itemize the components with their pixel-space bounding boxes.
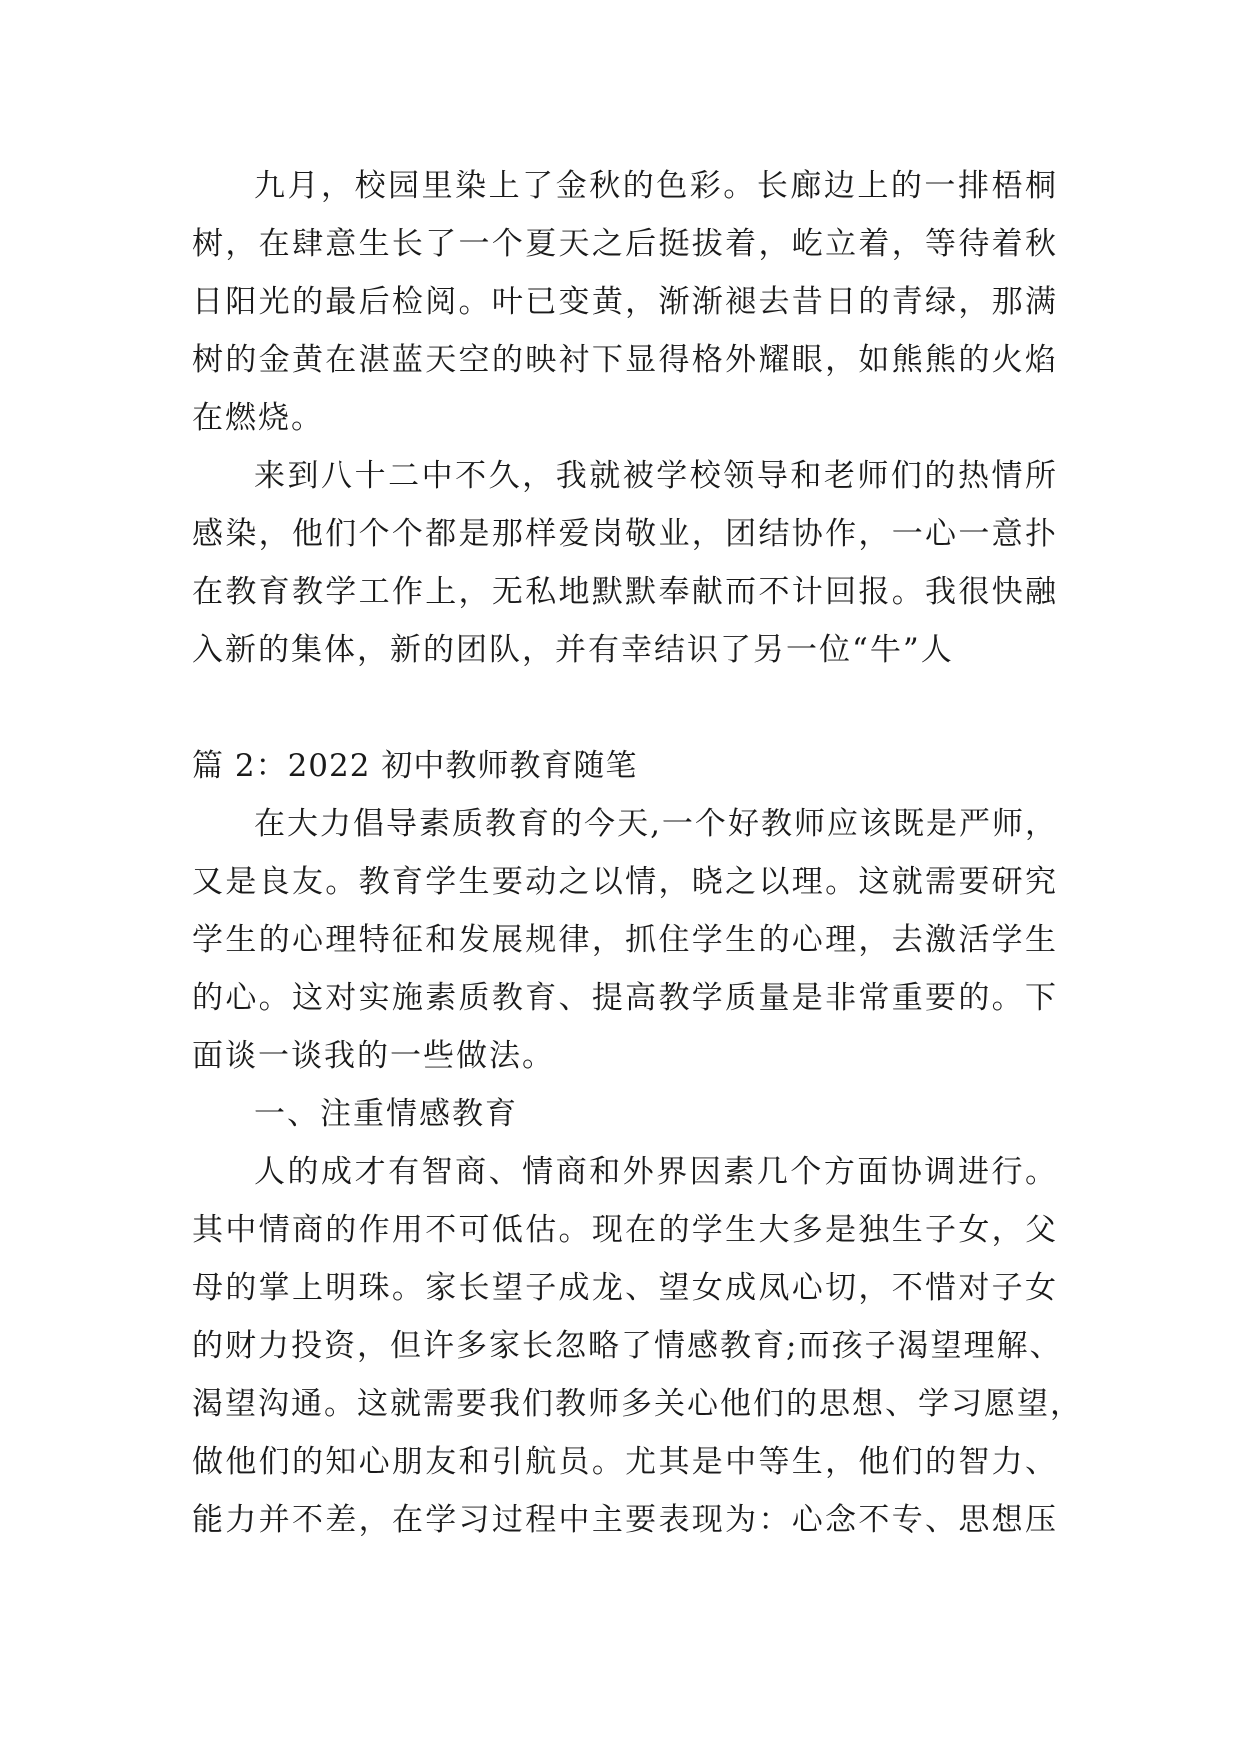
text-line: 来到八十二中不久，我就被学校领导和老师们的热情所: [254, 458, 1058, 494]
paragraph-quality-education: [192, 795, 1058, 1085]
text-line: 入新的集体，新的团队，并有幸结识了另一位“牛”人: [192, 632, 954, 668]
text-line: 树，在肆意生长了一个夏天之后挺拔着，屹立着，等待着秋: [192, 226, 1058, 262]
text-line: 感染，他们个个都是那样爱岗敬业，团结协作，一心一意扑: [192, 516, 1058, 552]
text-line: 做他们的知心朋友和引航员。尤其是中等生，他们的智力、: [192, 1444, 1058, 1480]
subheading-emotional-education: 一、注重情感教育: [254, 1096, 518, 1132]
document-body: [192, 157, 1083, 1549]
text-line: 学生的心理特征和发展规律，抓住学生的心理，去激活学生: [192, 922, 1058, 958]
text-line: 渴望沟通。这就需要我们教师多关心他们的思想、学习愿望，: [192, 1386, 1083, 1422]
paragraph-autumn-campus: [192, 157, 1058, 447]
text-line: 能力并不差，在学习过程中主要表现为：心念不专、思想压: [192, 1502, 1058, 1538]
text-line: 在教育教学工作上，无私地默默奉献而不计回报。我很快融: [192, 574, 1058, 610]
text-line: 人的成才有智商、情商和外界因素几个方面协调进行。: [254, 1154, 1058, 1190]
text-line: 树的金黄在湛蓝天空的映衬下显得格外耀眼，如熊熊的火焰: [192, 342, 1058, 378]
paragraph-emotional-quotient: [192, 1143, 1083, 1549]
text-line: 九月，校园里染上了金秋的色彩。长廊边上的一排梧桐: [254, 168, 1058, 204]
text-line: 又是良友。教育学生要动之以情，晓之以理。这就需要研究: [192, 864, 1058, 900]
text-line: 面谈一谈我的一些做法。: [192, 1038, 555, 1074]
paragraph-school-arrival: [192, 447, 1058, 679]
text-line: 在燃烧。: [192, 400, 324, 436]
text-line: 的心。这对实施素质教育、提高教学质量是非常重要的。下: [192, 980, 1058, 1016]
text-line: 其中情商的作用不可低估。现在的学生大多是独生子女，父: [192, 1212, 1058, 1248]
text-line: 的财力投资，但许多家长忽略了情感教育;而孩子渴望理解、: [192, 1328, 1063, 1364]
section-spacer: [192, 679, 1058, 737]
section-title: 篇 2：2022 初中教师教育随笔: [192, 748, 638, 784]
text-line: 在大力倡导素质教育的今天,一个好教师应该既是严师，: [254, 806, 1058, 842]
text-line: 母的掌上明珠。家长望子成龙、望女成凤心切，不惜对子女: [192, 1270, 1058, 1306]
text-line: 日阳光的最后检阅。叶已变黄，渐渐褪去昔日的青绿，那满: [192, 284, 1058, 320]
